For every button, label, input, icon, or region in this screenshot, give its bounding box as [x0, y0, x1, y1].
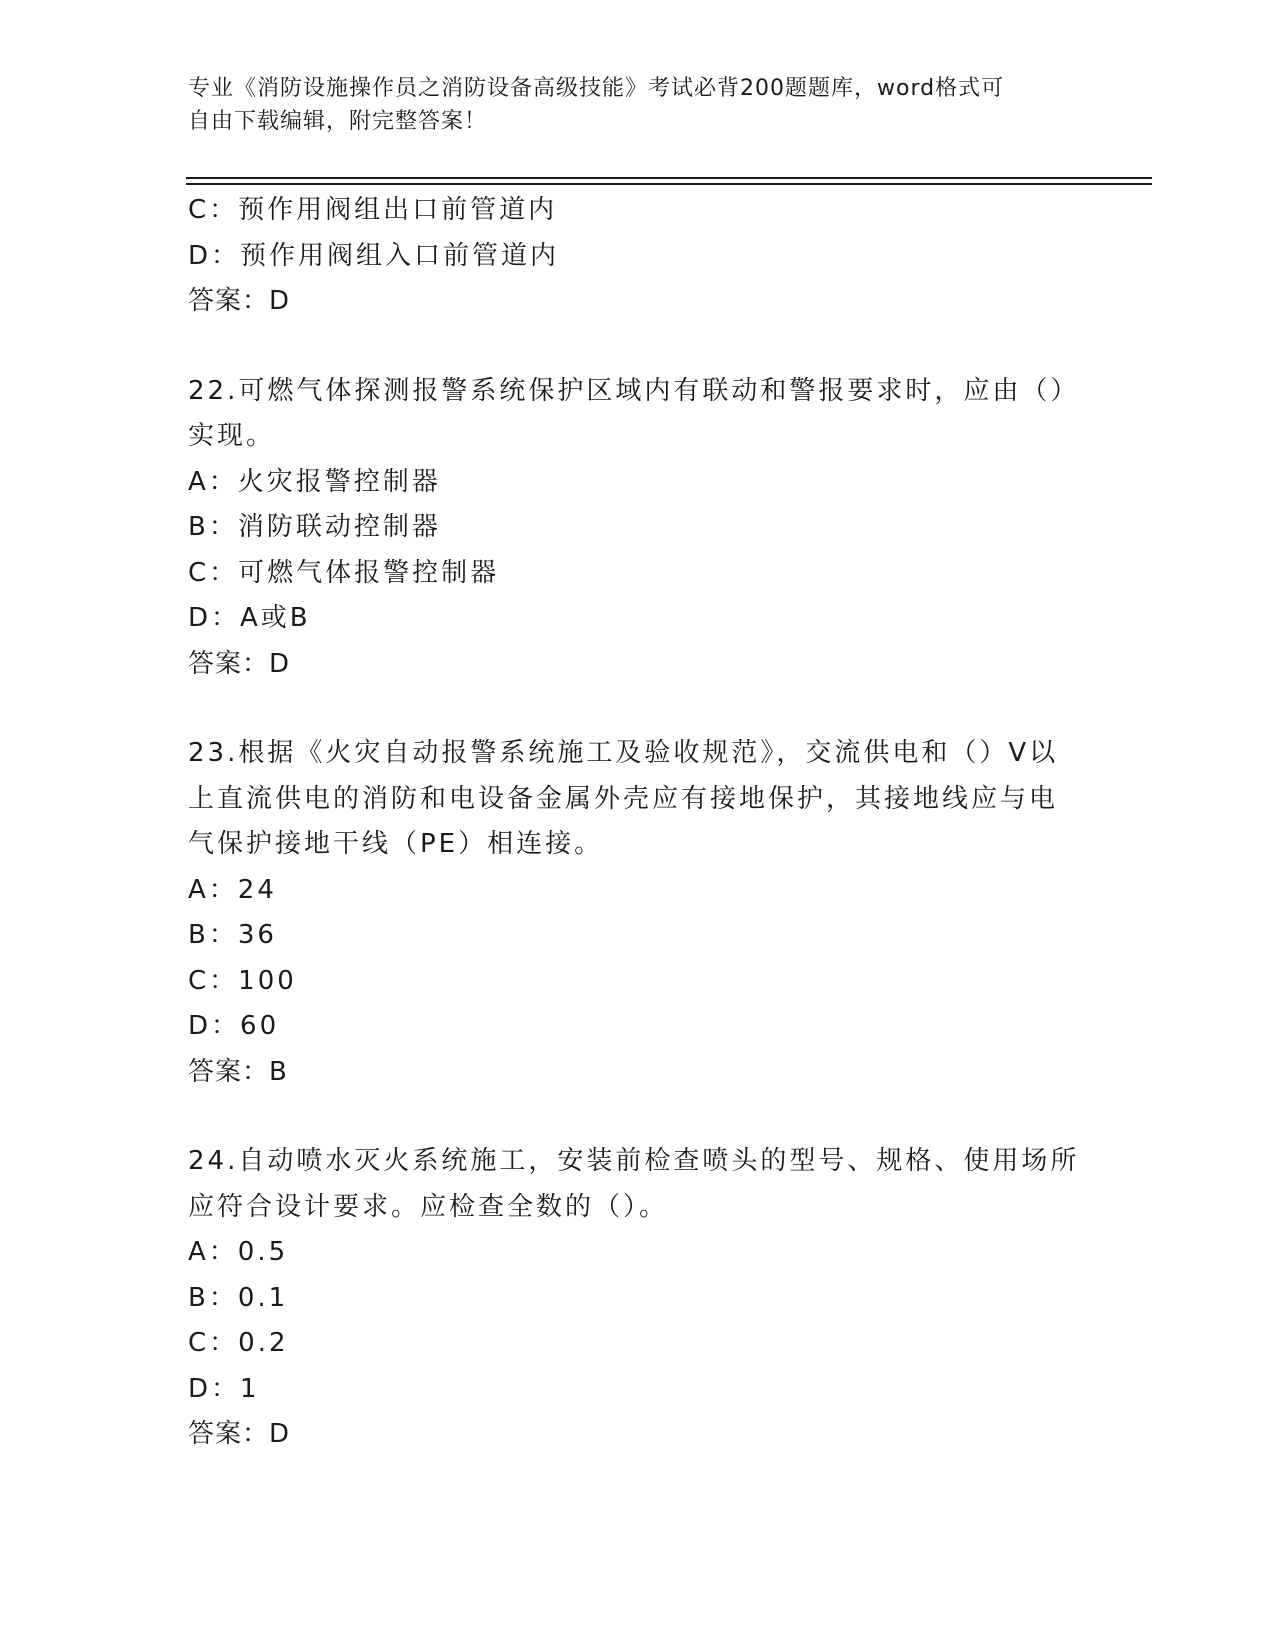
question-text-line-3: 气保护接地干线（PE）相连接。 [188, 829, 604, 859]
question-text-line-1: 24.自动喷水灭火系统施工，安装前检查喷头的型号、规格、使用场所 [188, 1146, 1080, 1176]
option-b: B：36 [188, 920, 277, 950]
option-a: A：火灾报警控制器 [188, 466, 441, 497]
question-list [188, 188, 1088, 1458]
question-text-line-1: 23.根据《火灾自动报警系统施工及验收规范》，交流供电和（）V以 [188, 738, 1059, 768]
option-b: B：0.1 [188, 1282, 289, 1313]
option-c: C：100 [188, 965, 297, 996]
question-text-line-1: 22.可燃气体探测报警系统保护区域内有联动和警报要求时，应由（） [188, 375, 1080, 406]
answer: 答案：D [188, 648, 291, 679]
option-c: C：预作用阀组出口前管道内 [188, 195, 558, 225]
question-text-line-2: 上直流供电的消防和电设备金属外壳应有接地保护，其接地线应与电 [188, 783, 1059, 814]
spacer [188, 1095, 1088, 1139]
option-d: D：A或B [188, 603, 311, 633]
option-d: D：预作用阀组入口前管道内 [188, 240, 560, 271]
spacer [188, 687, 1088, 731]
question-text-line-2: 实现。 [188, 421, 276, 451]
option-a: A：24 [188, 874, 277, 905]
document-header [188, 72, 1068, 138]
option-d: D：60 [188, 1011, 280, 1041]
question-22 [188, 369, 1088, 688]
spacer [188, 325, 1088, 369]
question-text-line-2: 应符合设计要求。应检查全数的（）。 [188, 1191, 669, 1222]
option-c: C：0.2 [188, 1328, 289, 1358]
option-a: A：0.5 [188, 1237, 289, 1267]
header-line-1: 专业《消防设施操作员之消防设备高级技能》考试必背200题题库，word格式可 [188, 76, 1005, 101]
option-c: C：可燃气体报警控制器 [188, 557, 500, 588]
option-d: D：1 [188, 1373, 260, 1404]
header-divider-top [186, 177, 1152, 179]
question-24 [188, 1139, 1088, 1458]
header-line-2: 自由下载编辑，附完整答案！ [188, 109, 488, 134]
option-b: B：消防联动控制器 [188, 512, 441, 542]
question-23 [188, 731, 1088, 1095]
answer: 答案：D [188, 1419, 291, 1449]
answer: 答案：B [188, 1056, 288, 1087]
answer: 答案：D [188, 286, 291, 316]
question-21 [188, 188, 1088, 325]
header-divider-bottom [186, 183, 1152, 185]
